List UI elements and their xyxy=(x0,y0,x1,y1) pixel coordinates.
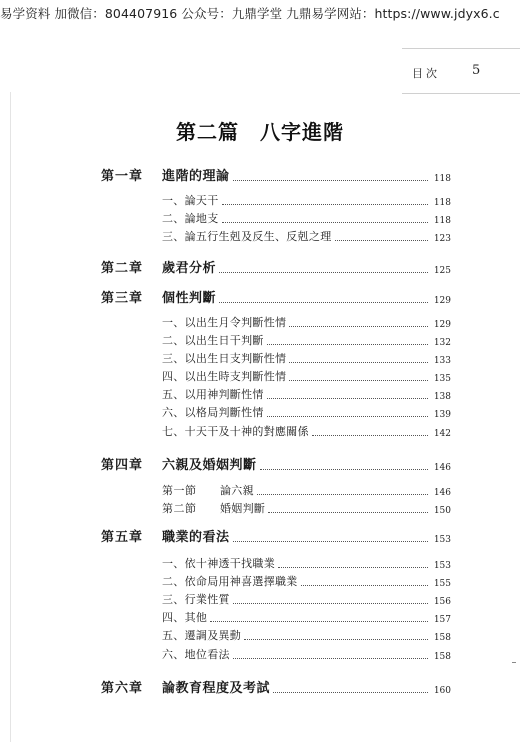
chapter-page: 125 xyxy=(433,266,451,276)
leader-dots xyxy=(268,511,428,513)
item-title: 七、十天干及十神的對應關係 xyxy=(162,425,309,438)
item-page: 157 xyxy=(433,615,451,625)
toc-item[interactable] xyxy=(162,500,451,516)
toc-chapter[interactable] xyxy=(101,287,451,306)
chapter-number: 第一章 xyxy=(101,169,144,184)
leader-dots xyxy=(222,203,429,205)
chapter-number: 第四章 xyxy=(101,458,144,473)
chapter-number: 第三章 xyxy=(101,291,144,306)
item-title: 四、以出生時支判斷性情 xyxy=(162,370,287,383)
chapter-page: 146 xyxy=(433,463,451,473)
item-page: 155 xyxy=(433,579,451,589)
toc-chapter[interactable] xyxy=(101,165,451,184)
page-edge-line xyxy=(10,92,11,742)
leader-dots xyxy=(233,602,428,604)
watermark-text: 易学资料 加微信：804407916 公众号：九鼎学堂 九鼎易学网站：https://www.jdyx6.c xyxy=(0,6,500,21)
leader-dots xyxy=(219,301,428,303)
leader-dots xyxy=(267,343,428,345)
toc-chapter[interactable] xyxy=(101,526,451,545)
chapter-number: 第二章 xyxy=(101,261,144,276)
leader-dots xyxy=(289,325,428,327)
toc-item[interactable] xyxy=(162,314,451,330)
item-page: 129 xyxy=(433,320,451,330)
item-page: 135 xyxy=(433,374,451,384)
toc-item[interactable] xyxy=(162,646,451,662)
leader-dots xyxy=(260,468,428,470)
item-page: 142 xyxy=(433,429,451,439)
header-label: 目次 xyxy=(412,67,440,80)
item-page: 123 xyxy=(433,234,451,244)
item-title: 二、論地支 xyxy=(162,212,219,225)
leader-dots xyxy=(301,584,428,586)
chapter-number: 第六章 xyxy=(101,681,144,696)
page-edge-mark xyxy=(512,662,516,663)
leader-dots xyxy=(289,379,428,381)
leader-dots xyxy=(289,361,428,363)
toc-item[interactable] xyxy=(162,609,451,625)
item-page: 132 xyxy=(433,338,451,348)
leader-dots xyxy=(312,434,428,436)
item-title: 四、其他 xyxy=(162,611,208,624)
item-title: 一、以出生月令判斷性情 xyxy=(162,316,287,329)
toc-item[interactable] xyxy=(162,386,451,402)
toc-item[interactable] xyxy=(162,573,451,589)
item-title: 六、地位看法 xyxy=(162,648,230,661)
leader-dots xyxy=(244,638,428,640)
item-title: 一、論天干 xyxy=(162,194,219,207)
section-number: 第一節 xyxy=(162,484,197,497)
chapter-page: 153 xyxy=(433,535,451,545)
item-title: 三、以出生日支判斷性情 xyxy=(162,352,287,365)
toc-chapter[interactable] xyxy=(101,677,451,696)
leader-dots xyxy=(233,179,428,181)
item-title: 三、行業性質 xyxy=(162,593,230,606)
chapter-title: 歲君分析 xyxy=(162,261,217,276)
page-title: 第二篇 八字進階 xyxy=(176,120,344,144)
item-page: 118 xyxy=(433,216,451,226)
chapter-title: 論教育程度及考試 xyxy=(162,681,271,696)
header-page-number: 5 xyxy=(472,63,481,78)
toc-chapter[interactable] xyxy=(101,257,451,276)
section-number: 第二節 xyxy=(162,502,197,515)
leader-dots xyxy=(219,271,428,273)
item-page: 133 xyxy=(433,356,451,366)
item-title: 六、以格局判斷性情 xyxy=(162,406,264,419)
toc-item[interactable] xyxy=(162,192,451,208)
item-title: 婚姻判斷 xyxy=(220,502,266,515)
leader-dots xyxy=(222,221,429,223)
chapter-page: 129 xyxy=(433,296,451,306)
leader-dots xyxy=(233,657,428,659)
chapter-title: 進階的理論 xyxy=(162,169,230,184)
toc-item[interactable] xyxy=(162,627,451,643)
chapter-number: 第五章 xyxy=(101,530,144,545)
item-page: 158 xyxy=(433,633,451,643)
toc-item[interactable] xyxy=(162,368,451,384)
toc-item[interactable] xyxy=(162,482,451,498)
page-header xyxy=(402,48,520,94)
leader-dots xyxy=(233,540,428,542)
item-title: 五、遷調及異動 xyxy=(162,629,242,642)
toc-item[interactable] xyxy=(162,404,451,420)
item-page: 146 xyxy=(433,488,451,498)
leader-dots xyxy=(267,415,428,417)
leader-dots xyxy=(335,239,429,241)
item-title: 三、論五行生剋及反生、反剋之理 xyxy=(162,230,332,243)
item-page: 158 xyxy=(433,652,451,662)
item-title: 論六親 xyxy=(220,484,254,497)
leader-dots xyxy=(278,566,428,568)
chapter-title: 六親及婚姻判斷 xyxy=(162,458,257,473)
toc-item[interactable] xyxy=(162,423,451,439)
item-title: 一、依十神透干找職業 xyxy=(162,557,275,570)
item-page: 138 xyxy=(433,392,451,402)
chapter-title: 職業的看法 xyxy=(162,530,230,545)
leader-dots xyxy=(267,397,428,399)
toc-item[interactable] xyxy=(162,228,451,244)
leader-dots xyxy=(257,493,428,495)
leader-dots xyxy=(273,691,428,693)
item-page: 156 xyxy=(433,597,451,607)
item-page: 139 xyxy=(433,410,451,420)
toc-item[interactable] xyxy=(162,332,451,348)
leader-dots xyxy=(210,620,428,622)
item-page: 118 xyxy=(433,198,451,208)
item-page: 153 xyxy=(433,561,451,571)
chapter-page: 118 xyxy=(433,174,451,184)
item-page: 150 xyxy=(433,506,451,516)
toc-item[interactable] xyxy=(162,210,451,226)
toc-item[interactable] xyxy=(162,350,451,366)
toc-chapter[interactable] xyxy=(101,454,451,473)
item-title: 五、以用神判斷性情 xyxy=(162,388,264,401)
chapter-title: 個性判斷 xyxy=(162,291,217,306)
toc-item[interactable] xyxy=(162,591,451,607)
item-title: 二、依命局用神喜選擇職業 xyxy=(162,575,298,588)
chapter-page: 160 xyxy=(433,686,451,696)
item-title: 二、以出生日干判斷 xyxy=(162,334,264,347)
toc-item[interactable] xyxy=(162,555,451,571)
